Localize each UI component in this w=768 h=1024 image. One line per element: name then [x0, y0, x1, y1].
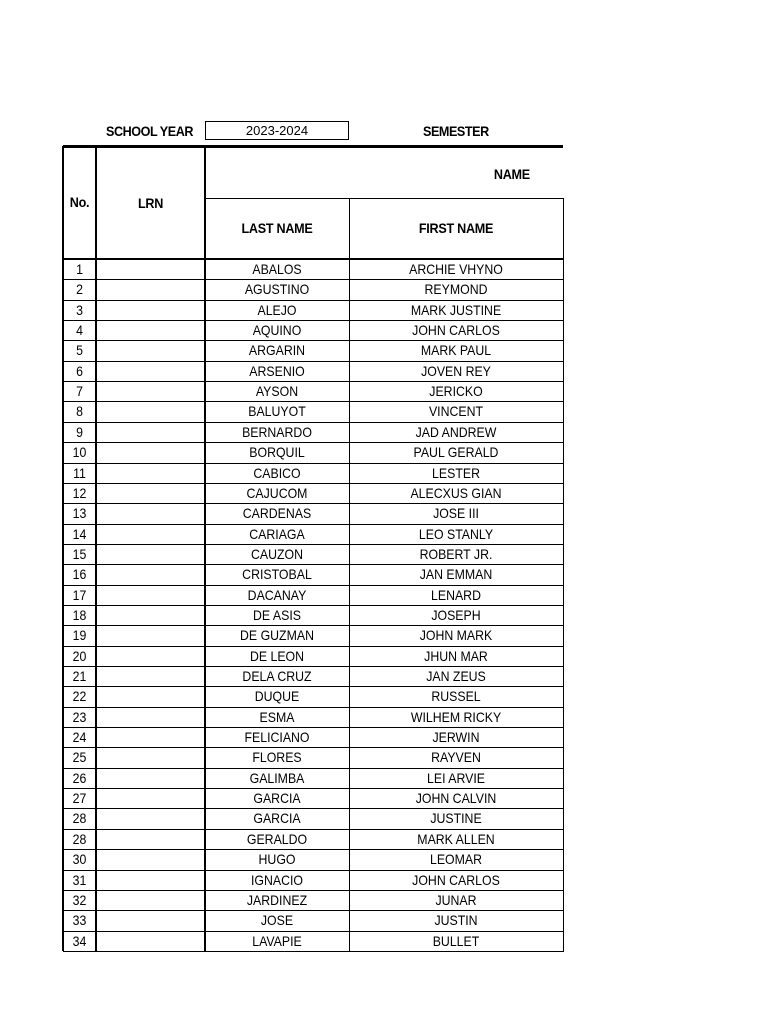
- row-last-name-cell: ESMA: [259, 708, 295, 725]
- row-number-cell: 18: [72, 606, 87, 623]
- row-last-name-cell: BALUYOT: [248, 403, 306, 420]
- row-first-name-cell: JOHN CARLOS: [412, 871, 500, 888]
- row-first-name-cell: JHUN MAR: [424, 647, 488, 664]
- row-number-cell: 21: [72, 668, 87, 684]
- row-number-cell: 4: [76, 322, 83, 339]
- row-number-cell: 2: [76, 281, 83, 298]
- row-first-name-cell: MARK PAUL: [420, 342, 492, 359]
- row-first-name-cell: JOVEN REY: [421, 362, 491, 379]
- row-number-cell: 1: [76, 261, 83, 277]
- column-header-name: NAME: [493, 166, 530, 182]
- row-number-cell: 10: [72, 444, 87, 461]
- row-number-cell: 6: [76, 362, 83, 379]
- row-last-name-cell: CRISTOBAL: [242, 566, 312, 583]
- row-first-name-cell: JOSEPH: [431, 606, 481, 623]
- row-lrn-cell: [103, 483, 199, 503]
- row-last-name-cell: GALIMBA: [249, 769, 305, 786]
- row-lrn-cell: [103, 686, 199, 706]
- table-right-border: [563, 198, 564, 951]
- row-first-name-cell: LEI ARVIE: [427, 769, 485, 786]
- row-number-cell: 19: [72, 627, 87, 644]
- row-lrn-cell: [103, 442, 199, 462]
- table-left-border: [62, 146, 64, 951]
- row-last-name-cell: ARGARIN: [248, 342, 306, 359]
- row-lrn-cell: [103, 463, 199, 483]
- row-first-name-cell: MARK ALLEN: [417, 830, 495, 847]
- row-last-name-cell: CABICO: [253, 464, 301, 481]
- row-first-name-cell: JAD ANDREW: [415, 423, 497, 440]
- row-number-cell: 25: [72, 749, 87, 766]
- row-lrn-cell: [103, 829, 199, 849]
- row-last-name-cell: DUQUE: [254, 688, 300, 705]
- row-last-name-cell: DE LEON: [249, 647, 305, 664]
- row-first-name-cell: LESTER: [432, 464, 480, 481]
- school-year-label: SCHOOL YEAR: [106, 123, 194, 139]
- row-last-name-cell: CARDENAS: [242, 505, 312, 522]
- row-first-name-cell: JAN ZEUS: [426, 668, 486, 684]
- row-first-name-cell: JOHN CARLOS: [412, 322, 500, 339]
- row-lrn-cell: [103, 503, 199, 523]
- row-lrn-cell: [103, 666, 199, 686]
- row-first-name-cell: JERICKO: [429, 383, 483, 400]
- row-border: [63, 951, 564, 952]
- column-header-lrn: LRN: [137, 195, 164, 211]
- row-last-name-cell: DACANAY: [247, 586, 307, 603]
- row-last-name-cell: FLORES: [252, 749, 302, 766]
- column-header-last-name: LAST NAME: [241, 220, 313, 236]
- row-first-name-cell: REYMOND: [424, 281, 488, 298]
- row-lrn-cell: [103, 727, 199, 747]
- row-first-name-cell: BULLET: [432, 932, 480, 949]
- row-lrn-cell: [103, 401, 199, 421]
- row-lrn-cell: [103, 422, 199, 442]
- row-lrn-cell: [103, 625, 199, 645]
- row-number-cell: 3: [76, 301, 83, 318]
- row-last-name-cell: FELICIANO: [244, 729, 310, 746]
- row-lrn-cell: [103, 707, 199, 727]
- row-lrn-cell: [103, 931, 199, 951]
- row-first-name-cell: ARCHIE VHYNO: [409, 261, 503, 277]
- row-last-name-cell: DE ASIS: [253, 606, 301, 623]
- column-header-no: No.: [69, 194, 90, 210]
- row-last-name-cell: JOSE: [260, 912, 294, 929]
- row-first-name-cell: RUSSEL: [431, 688, 481, 705]
- row-number-cell: 23: [72, 708, 87, 725]
- row-last-name-cell: AQUINO: [252, 322, 302, 339]
- row-lrn-cell: [103, 910, 199, 930]
- row-number-cell: 15: [72, 545, 87, 562]
- row-last-name-cell: ABALOS: [252, 261, 302, 277]
- row-number-cell: 33: [72, 912, 87, 929]
- row-lrn-cell: [103, 381, 199, 401]
- row-last-name-cell: AYSON: [255, 383, 299, 400]
- row-number-cell: 7: [76, 383, 83, 400]
- row-first-name-cell: JUSTINE: [430, 810, 482, 827]
- row-lrn-cell: [103, 585, 199, 605]
- row-number-cell: 22: [72, 688, 87, 705]
- row-first-name-cell: JUSTIN: [434, 912, 478, 929]
- semester-label: SEMESTER: [423, 123, 489, 139]
- row-number-cell: 8: [76, 403, 83, 420]
- row-number-cell: 32: [72, 891, 87, 908]
- row-lrn-cell: [103, 340, 199, 360]
- row-first-name-cell: ALECXUS GIAN: [410, 484, 502, 501]
- row-number-cell: 13: [72, 505, 87, 522]
- row-lrn-cell: [103, 870, 199, 890]
- name-column-divider: [349, 198, 350, 951]
- row-last-name-cell: BORQUIL: [249, 444, 305, 461]
- no-column-divider: [95, 146, 97, 951]
- row-number-cell: 27: [72, 790, 87, 807]
- row-number-cell: 24: [72, 729, 87, 746]
- row-first-name-cell: JAN EMMAN: [419, 566, 493, 583]
- row-last-name-cell: GARCIA: [253, 790, 301, 807]
- row-lrn-cell: [103, 605, 199, 625]
- row-lrn-cell: [103, 279, 199, 299]
- row-last-name-cell: LAVAPIE: [252, 932, 302, 949]
- row-lrn-cell: [103, 747, 199, 767]
- row-first-name-cell: ROBERT JR.: [419, 545, 493, 562]
- row-lrn-cell: [103, 544, 199, 564]
- row-number-cell: 17: [72, 586, 87, 603]
- row-number-cell: 5: [76, 342, 83, 359]
- row-last-name-cell: AGUSTINO: [244, 281, 310, 298]
- row-lrn-cell: [103, 524, 199, 544]
- row-number-cell: 26: [72, 769, 87, 786]
- row-first-name-cell: JUNAR: [435, 891, 477, 908]
- row-last-name-cell: HUGO: [258, 851, 296, 868]
- row-last-name-cell: BERNARDO: [242, 423, 312, 440]
- row-lrn-cell: [103, 320, 199, 340]
- row-number-cell: 9: [76, 423, 83, 440]
- row-last-name-cell: GARCIA: [253, 810, 301, 827]
- row-first-name-cell: RAYVEN: [431, 749, 481, 766]
- row-first-name-cell: LEO STANLY: [418, 525, 494, 542]
- row-lrn-cell: [103, 300, 199, 320]
- row-lrn-cell: [103, 259, 199, 279]
- row-number-cell: 34: [72, 932, 87, 949]
- row-lrn-cell: [103, 564, 199, 584]
- row-first-name-cell: JOHN MARK: [419, 627, 493, 644]
- row-last-name-cell: DE GUZMAN: [240, 627, 314, 644]
- row-lrn-cell: [103, 768, 199, 788]
- row-first-name-cell: VINCENT: [428, 403, 484, 420]
- row-lrn-cell: [103, 849, 199, 869]
- row-number-cell: 14: [72, 525, 87, 542]
- row-first-name-cell: PAUL GERALD: [413, 444, 499, 461]
- lrn-column-divider: [204, 146, 206, 951]
- row-last-name-cell: ALEJO: [257, 301, 297, 318]
- row-lrn-cell: [103, 646, 199, 666]
- row-first-name-cell: LENARD: [431, 586, 481, 603]
- row-first-name-cell: JERWIN: [432, 729, 480, 746]
- row-lrn-cell: [103, 808, 199, 828]
- row-first-name-cell: LEOMAR: [429, 851, 483, 868]
- row-number-cell: 28: [72, 810, 87, 827]
- row-last-name-cell: IGNACIO: [250, 871, 304, 888]
- row-first-name-cell: WILHEM RICKY: [410, 708, 502, 725]
- row-last-name-cell: JARDINEZ: [246, 891, 308, 908]
- row-number-cell: 30: [72, 851, 87, 868]
- row-number-cell: 12: [72, 484, 87, 501]
- row-number-cell: 31: [72, 871, 87, 888]
- row-last-name-cell: CAUZON: [250, 545, 304, 562]
- row-number-cell: 28: [72, 830, 87, 847]
- school-year-field[interactable]: 2023-2024: [205, 121, 349, 140]
- row-last-name-cell: CAJUCOM: [246, 484, 308, 501]
- row-lrn-cell: [103, 788, 199, 808]
- row-last-name-cell: CARIAGA: [249, 525, 305, 542]
- row-number-cell: 11: [73, 464, 86, 481]
- column-header-first-name: FIRST NAME: [418, 220, 494, 236]
- row-lrn-cell: [103, 890, 199, 910]
- row-first-name-cell: JOHN CALVIN: [415, 790, 497, 807]
- row-number-cell: 20: [72, 647, 87, 664]
- row-last-name-cell: GERALDO: [246, 830, 308, 847]
- row-last-name-cell: ARSENIO: [249, 362, 305, 379]
- row-first-name-cell: JOSE III: [433, 505, 479, 522]
- row-last-name-cell: DELA CRUZ: [242, 668, 312, 684]
- row-lrn-cell: [103, 361, 199, 381]
- row-first-name-cell: MARK JUSTINE: [410, 301, 502, 318]
- row-number-cell: 16: [72, 566, 87, 583]
